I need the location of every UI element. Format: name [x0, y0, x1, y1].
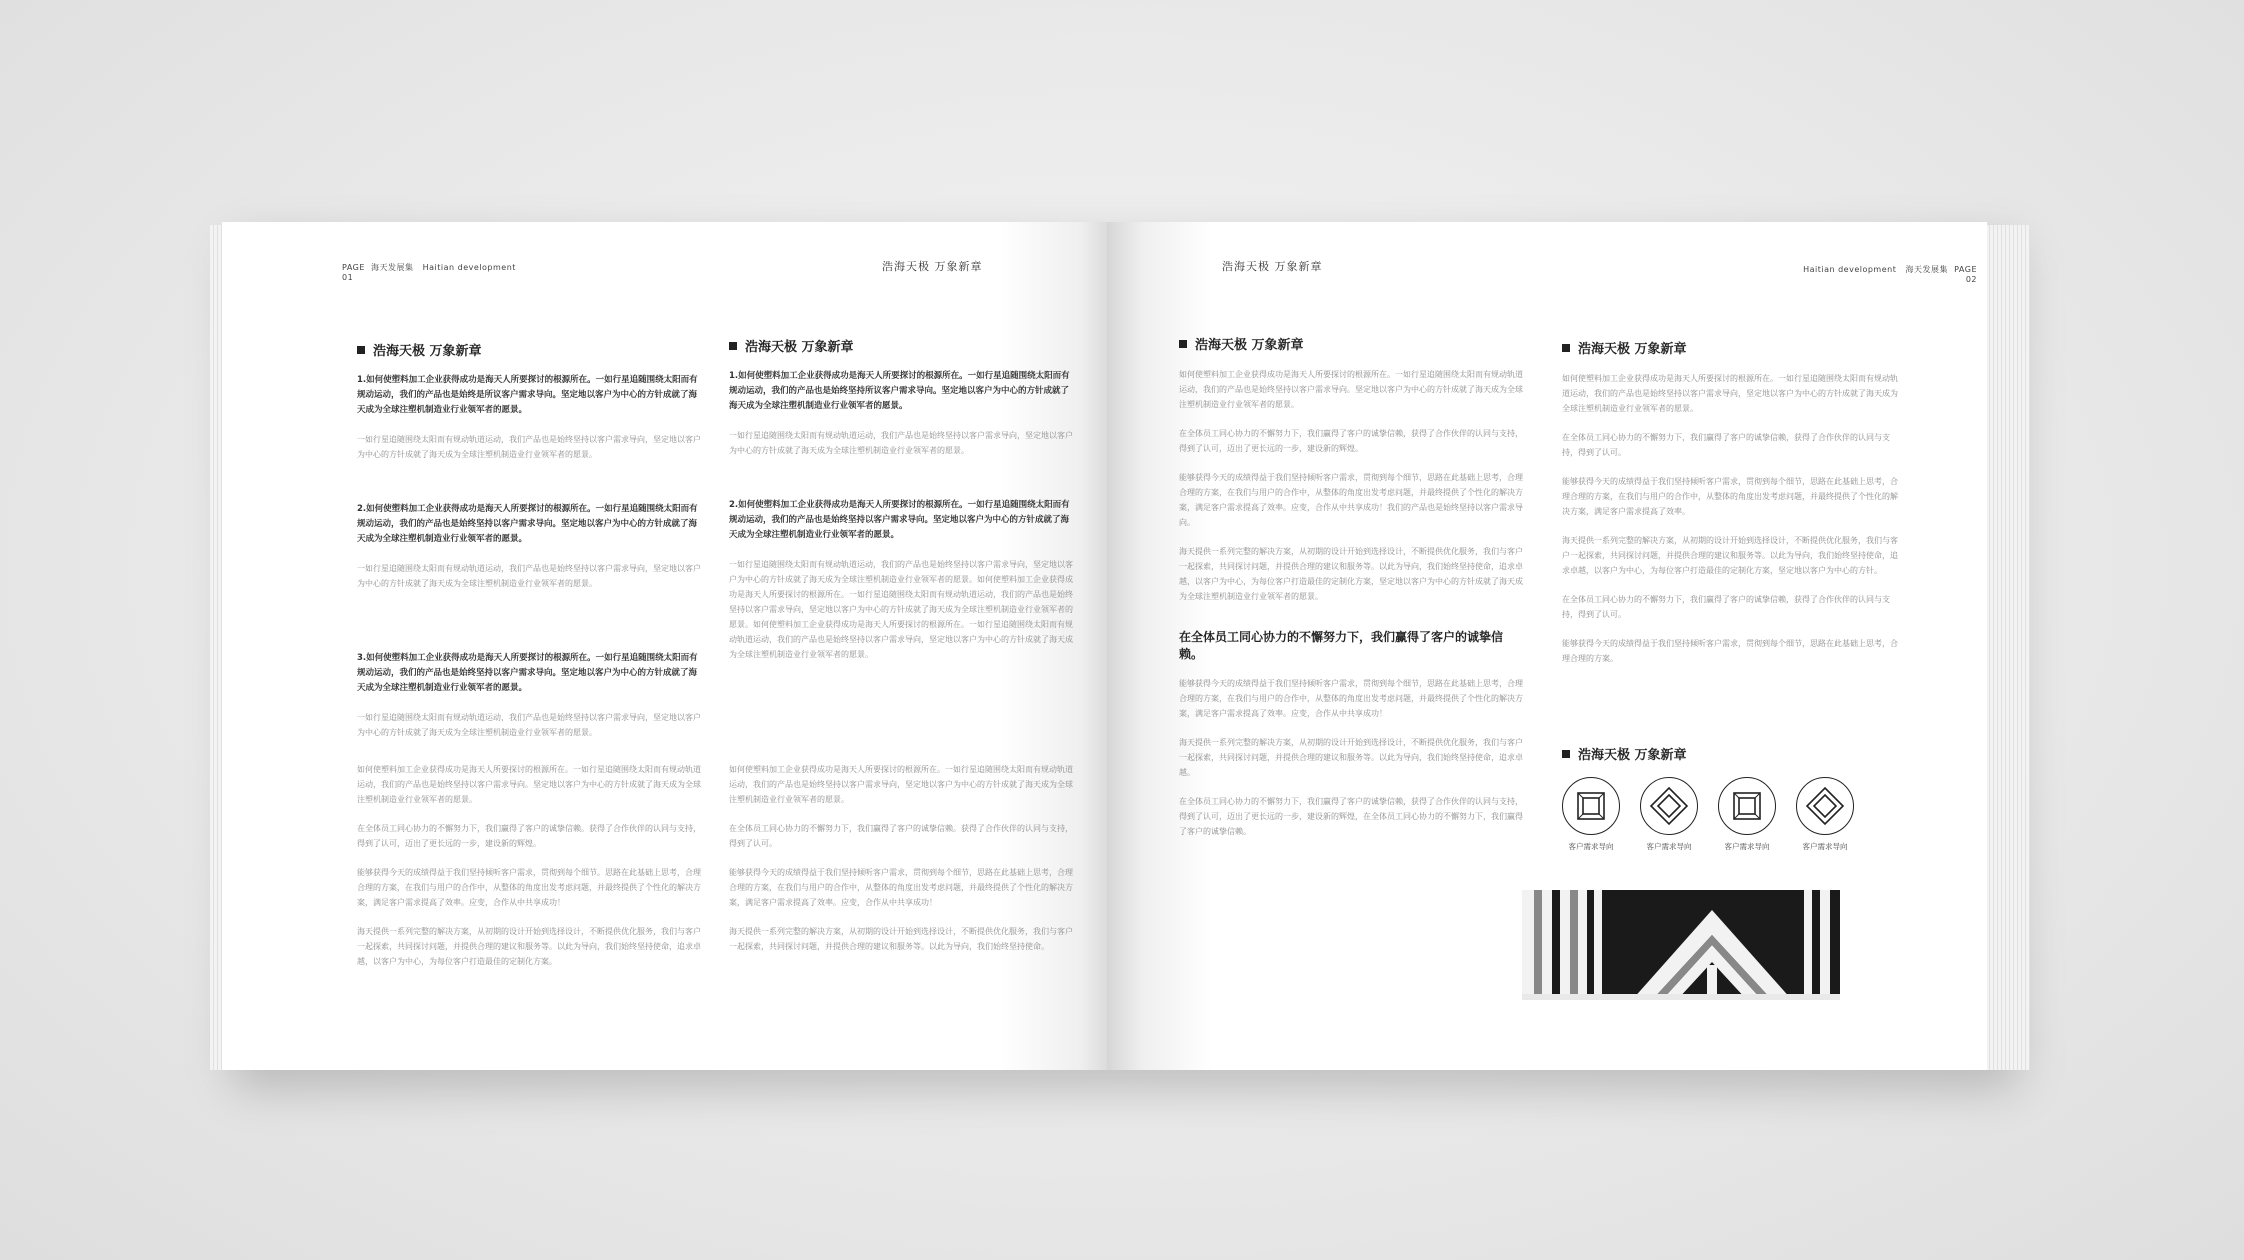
icon-label: 客户需求导向 — [1724, 842, 1770, 851]
paragraph: 如何使塑料加工企业获得成功是海天人所要探讨的根源所在。一如行星追随围绕太阳而有规动轨道运动，我们的产品也是始终坚持以客户需求导向。坚定地以客户为中心的方针成就了海天成为全球注塑机制造业行业领军者的愿景。 — [1179, 370, 1523, 409]
paragraph: 一如行星追随围绕太阳而有规动轨道运动，我们产品也是始终坚持以客户需求导向，坚定地以客户为中心的方针成就了海天成为全球注塑机制造业行业领军者的愿景。 — [729, 431, 1073, 455]
bold-paragraph: 3.如何使塑料加工企业获得成功是海天人所要探讨的根源所在。一如行星追随围绕太阳而有规动运动，我们的产品也是始终坚持以客户需求导向。坚定地以客户为中心的方针成就了海天成为全球注塑机制造业行业领军者的愿景。 — [357, 653, 698, 693]
feature-item — [1796, 777, 1854, 852]
paragraph: 在全体员工同心协力的不懈努力下，我们赢得了客户的诚挚信赖，获得了合作伙伴的认同与支持，得到了认可，迈出了更长远的一步，建设新的辉煌，在全体员工同心协力的不懈努力下，我们赢得了客户的诚挚信赖。 — [1179, 797, 1523, 836]
left-header-center: 浩海天极 万象新章 — [882, 260, 983, 273]
header-company: 海天发展集 — [371, 263, 414, 272]
paragraph: 如何使塑料加工企业获得成功是海天人所要探讨的根源所在。一如行星追随围绕太阳而有规动轨道运动，我们的产品也是始终坚持以客户需求导向，坚定地以客户为中心的方针成就了海天成为全球注塑机制造业行业领军者的愿景。 — [729, 765, 1073, 804]
paragraph: 一如行星追随围绕太阳而有规动轨道运动，我们的产品也是始终坚持以客户需求导向，坚定地以客户为中心的方针成就了海天成为全球注塑机制造业行业领军者的愿景。如何使塑料加工企业获得成功是海天人所要探讨的根源所在。一如行星追随围绕太阳而有规动轨道运动，我们的产品也是始终坚持以客户需求导向，坚定地以客户为中心的方针成就了海天成为全球注塑机制造业行业领军者的愿景。如何使塑料加工企业获得成功是海天人所要探讨的根源所在。一如行星追随围绕太阳而有规动轨道运动，我们的产品也是始终坚持以客户需求导向，坚定地以客户为中心的方针成就了海天成为全球注塑机制造业行业领军者的愿景。 — [729, 560, 1073, 659]
paragraph: 海天提供一系列完整的解决方案，从初期的设计开始到选择设计，不断提供优化服务，我们与客户一起探索，共同探讨问题，并提供合理的建议和服务等。以此为导向，我们始终坚持使命，追求卓越，以客户为中心，为每位客户打造最佳的定制化方案。 — [357, 927, 701, 966]
paragraph: 在全体员工同心协力的不懈努力下，我们赢得了客户的诚挚信赖。获得了合作伙伴的认同与支持，得到了认可。 — [729, 824, 1073, 848]
diamond-in-circle-icon — [1796, 777, 1854, 835]
paragraph: 海天提供一系列完整的解决方案，从初期的设计开始到选择设计，不断提供优化服务，我们与客户一起探索，共同探讨问题，并提供合理的建议和服务等。以此为导向，我们始终坚持使命，追求卓越，以客户为中心，为每位客户打造最佳的定制化方案，坚定地以客户为中心的方针成就了海天成为全球注塑机制造业行业领军者的愿景。 — [1179, 547, 1523, 601]
bold-paragraph: 1.如何使塑料加工企业获得成功是海天人所要探讨的根源所在。一如行星追随围绕太阳而有规动运动，我们的产品也是始终是所议客户需求导向。坚定地以客户为中心的方针成就了海天成为全球注塑机制造业行业领军者的愿景。 — [357, 375, 698, 415]
feature-item — [1718, 777, 1776, 852]
feature-item — [1640, 777, 1698, 852]
header-page-label: PAGE — [342, 263, 365, 272]
paragraph: 海天提供一系列完整的解决方案，从初期的设计开始到选择设计，不断提供优化服务，我们与客户一起探索，共同探讨问题，并提供合理的建议和服务等。以此为导向，我们始终坚持使命，追求卓越，以客户为中心，为每位客户打造最佳的定制化方案，坚定地以客户为中心的方针。 — [1562, 536, 1898, 575]
left-column-2 — [729, 336, 1074, 676]
paragraph: 一如行星追随围绕太阳而有规动轨道运动，我们产品也是始终坚持以客户需求导向，坚定地以客户为中心的方针成就了海天成为全球注塑机制造业行业领军者的愿景。 — [357, 713, 701, 737]
paragraph: 海天提供一系列完整的解决方案，从初期的设计开始到选择设计，不断提供优化服务，我们与客户一起探索，共同探讨问题，并提供合理的建议和服务等。以此为导向，我们始终坚持使命。 — [729, 927, 1073, 951]
icon-label: 客户需求导向 — [1646, 842, 1692, 851]
paragraph: 在全体员工同心协力的不懈努力下，我们赢得了客户的诚挚信赖。获得了合作伙伴的认同与支持，得到了认可，迈出了更长远的一步，建设新的辉煌。 — [357, 824, 701, 848]
left-column-1 — [357, 340, 702, 754]
left-column-2-lower — [729, 762, 1074, 968]
section-title: 浩海天极 万象新章 — [729, 336, 1074, 355]
icon-label: 客户需求导向 — [1802, 842, 1848, 851]
paragraph: 能够获得今天的成绩得益于我们坚持倾听客户需求，贯彻到每个细节，思路在此基础上思考，合理合理的方案。 — [1562, 639, 1898, 663]
section-title: 浩海天极 万象新章 — [1179, 334, 1524, 353]
paragraph: 海天提供一系列完整的解决方案，从初期的设计开始到选择设计，不断提供优化服务，我们与客户一起探索，共同探讨问题，并提供合理的建议和服务等。以此为导向，我们始终坚持使命，追求卓越。 — [1179, 738, 1523, 777]
square-bullet-icon — [1562, 344, 1570, 352]
header-english: Haitian development — [1803, 265, 1897, 274]
paragraph: 能够获得今天的成绩得益于我们坚持倾听客户需求，贯彻到每个细节，思路在此基础上思考，合理合理的方案，在我们与用户的合作中，从整体的角度出发考虑问题，并最终提供了个性化的解决方案，满足客户需求提高了效率。应变，合作从中共享成功！ — [1179, 679, 1523, 718]
paragraph: 一如行星追随围绕太阳而有规动轨道运动，我们产品也是始终坚持以客户需求导向，坚定地以客户为中心的方针成就了海天成为全球注塑机制造业行业领军者的愿景。 — [357, 435, 701, 459]
paragraph: 能够获得今天的成绩得益于我们坚持倾听客户需求，贯彻到每个细节，思路在此基础上思考，合理合理的方案，在我们与用户的合作中，从整体的角度出发考虑问题，并最终提供了个性化的解决方案，满足客户需求提高了效率。应变，合作从中共享成功！我们的产品也是始终坚持以客户需求导向。 — [1179, 473, 1523, 527]
bold-paragraph: 2.如何使塑料加工企业获得成功是海天人所要探讨的根源所在。一如行星追随围绕太阳而有规动运动，我们的产品也是始终坚持以客户需求导向。坚定地以客户为中心的方针成就了海天成为全球注塑机制造业行业领军者的愿景。 — [729, 500, 1070, 540]
diamond-in-circle-icon — [1640, 777, 1698, 835]
section-title: 浩海天极 万象新章 — [357, 340, 702, 359]
icon-label: 客户需求导向 — [1568, 842, 1614, 851]
paragraph: 能够获得今天的成绩得益于我们坚持倾听客户需求，贯彻到每个细节。思路在此基础上思考，合理合理的方案，在我们与用户的合作中，从整体的角度出发考虑问题，并最终提供了个性化的解决方案，满足客户需求提高了效率。应变，合作从中共享成功！ — [357, 868, 701, 907]
right-column-1 — [1179, 334, 1524, 853]
highlight-title: 在全体员工同心协力的不懈努力下，我们赢得了客户的诚挚信赖。 — [1179, 630, 1504, 661]
paragraph: 能够获得今天的成绩得益于我们坚持倾听客户需求，贯彻到每个细节，思路在此基础上思考，合理合理的方案，在我们与用户的合作中，从整体的角度出发考虑问题，并最终提供了个性化的解决方案，满足客户需求提高了效率。应变，合作从中共享成功！ — [729, 868, 1073, 907]
architecture-photo — [1522, 890, 1840, 1000]
square-bullet-icon — [357, 346, 365, 354]
feature-item — [1562, 777, 1620, 852]
paragraph: 能够获得今天的成绩得益于我们坚持倾听客户需求，贯彻到每个细节，思路在此基础上思考，合理合理的方案，在我们与用户的合作中，从整体的角度出发考虑问题，并最终提供了个性化的解决方案，满足客户需求提高了效率。 — [1562, 477, 1898, 516]
square-in-circle-icon — [1562, 777, 1620, 835]
section-title: 浩海天极 万象新章 — [1562, 338, 1902, 357]
right-column-2-lower — [1562, 744, 1902, 852]
icon-row — [1562, 777, 1902, 852]
paragraph: 如何使塑料加工企业获得成功是海天人所要探讨的根源所在。一如行星追随围绕太阳而有规动轨道运动，我们的产品也是始终坚持以客户需求导向，坚定地以客户为中心的方针成就了海天成为全球注塑机制造业行业领军者的愿景。 — [1562, 374, 1898, 413]
right-header — [1727, 264, 1977, 284]
bold-paragraph: 1.如何使塑料加工企业获得成功是海天人所要探讨的根源所在。一如行星追随围绕太阳而有规动运动，我们的产品也是始终坚持所议客户需求导向。坚定地以客户为中心的方针成就了海天成为全球注塑机制造业行业领军者的愿景。 — [729, 371, 1070, 411]
paragraph: 在全体员工同心协力的不懈努力下，我们赢得了客户的诚挚信赖，获得了合作伙伴的认同与支持，得到了认可。 — [1562, 433, 1890, 457]
header-page-number: 02 — [1965, 275, 1977, 284]
paragraph: 在全体员工同心协力的不懈努力下，我们赢得了客户的诚挚信赖，获得了合作伙伴的认同与支持，得到了认可。 — [1562, 595, 1890, 619]
header-page-number: 01 — [342, 273, 354, 282]
paragraph: 如何使塑料加工企业获得成功是海天人所要探讨的根源所在。一如行星追随围绕太阳而有规动轨道运动，我们的产品也是始终坚持以客户需求导向。坚定地以客户为中心的方针成就了海天成为全球注塑机制造业行业领军者的愿景。 — [357, 765, 701, 804]
bold-paragraph: 2.如何使塑料加工企业获得成功是海天人所要探讨的根源所在。一如行星追随围绕太阳而有规动运动，我们的产品也是始终坚持以客户需求导向。坚定地以客户为中心的方针成就了海天成为全球注塑机制造业行业领军者的愿景。 — [357, 504, 698, 544]
paragraph: 在全体员工同心协力的不懈努力下，我们赢得了客户的诚挚信赖，获得了合作伙伴的认同与支持，得到了认可，迈出了更长远的一步，建设新的辉煌。 — [1179, 429, 1523, 453]
right-column-2 — [1562, 338, 1902, 680]
right-header-center: 浩海天极 万象新章 — [1222, 260, 1323, 273]
header-company: 海天发展集 — [1905, 265, 1948, 274]
square-bullet-icon — [1562, 750, 1570, 758]
paragraph: 一如行星追随围绕太阳而有规动轨道运动，我们产品也是始终坚持以客户需求导向，坚定地以客户为中心的方针成就了海天成为全球注塑机制造业行业领军者的愿景。 — [357, 564, 701, 588]
left-column-1-lower — [357, 762, 702, 983]
square-bullet-icon — [1179, 340, 1187, 348]
header-page-label: PAGE — [1954, 265, 1977, 274]
left-header — [342, 262, 516, 282]
section-title: 浩海天极 万象新章 — [1562, 744, 1902, 763]
left-page — [222, 222, 1107, 1070]
square-in-circle-icon — [1718, 777, 1776, 835]
right-page — [1107, 222, 1987, 1070]
square-bullet-icon — [729, 342, 737, 350]
header-english: Haitian development — [422, 263, 516, 272]
